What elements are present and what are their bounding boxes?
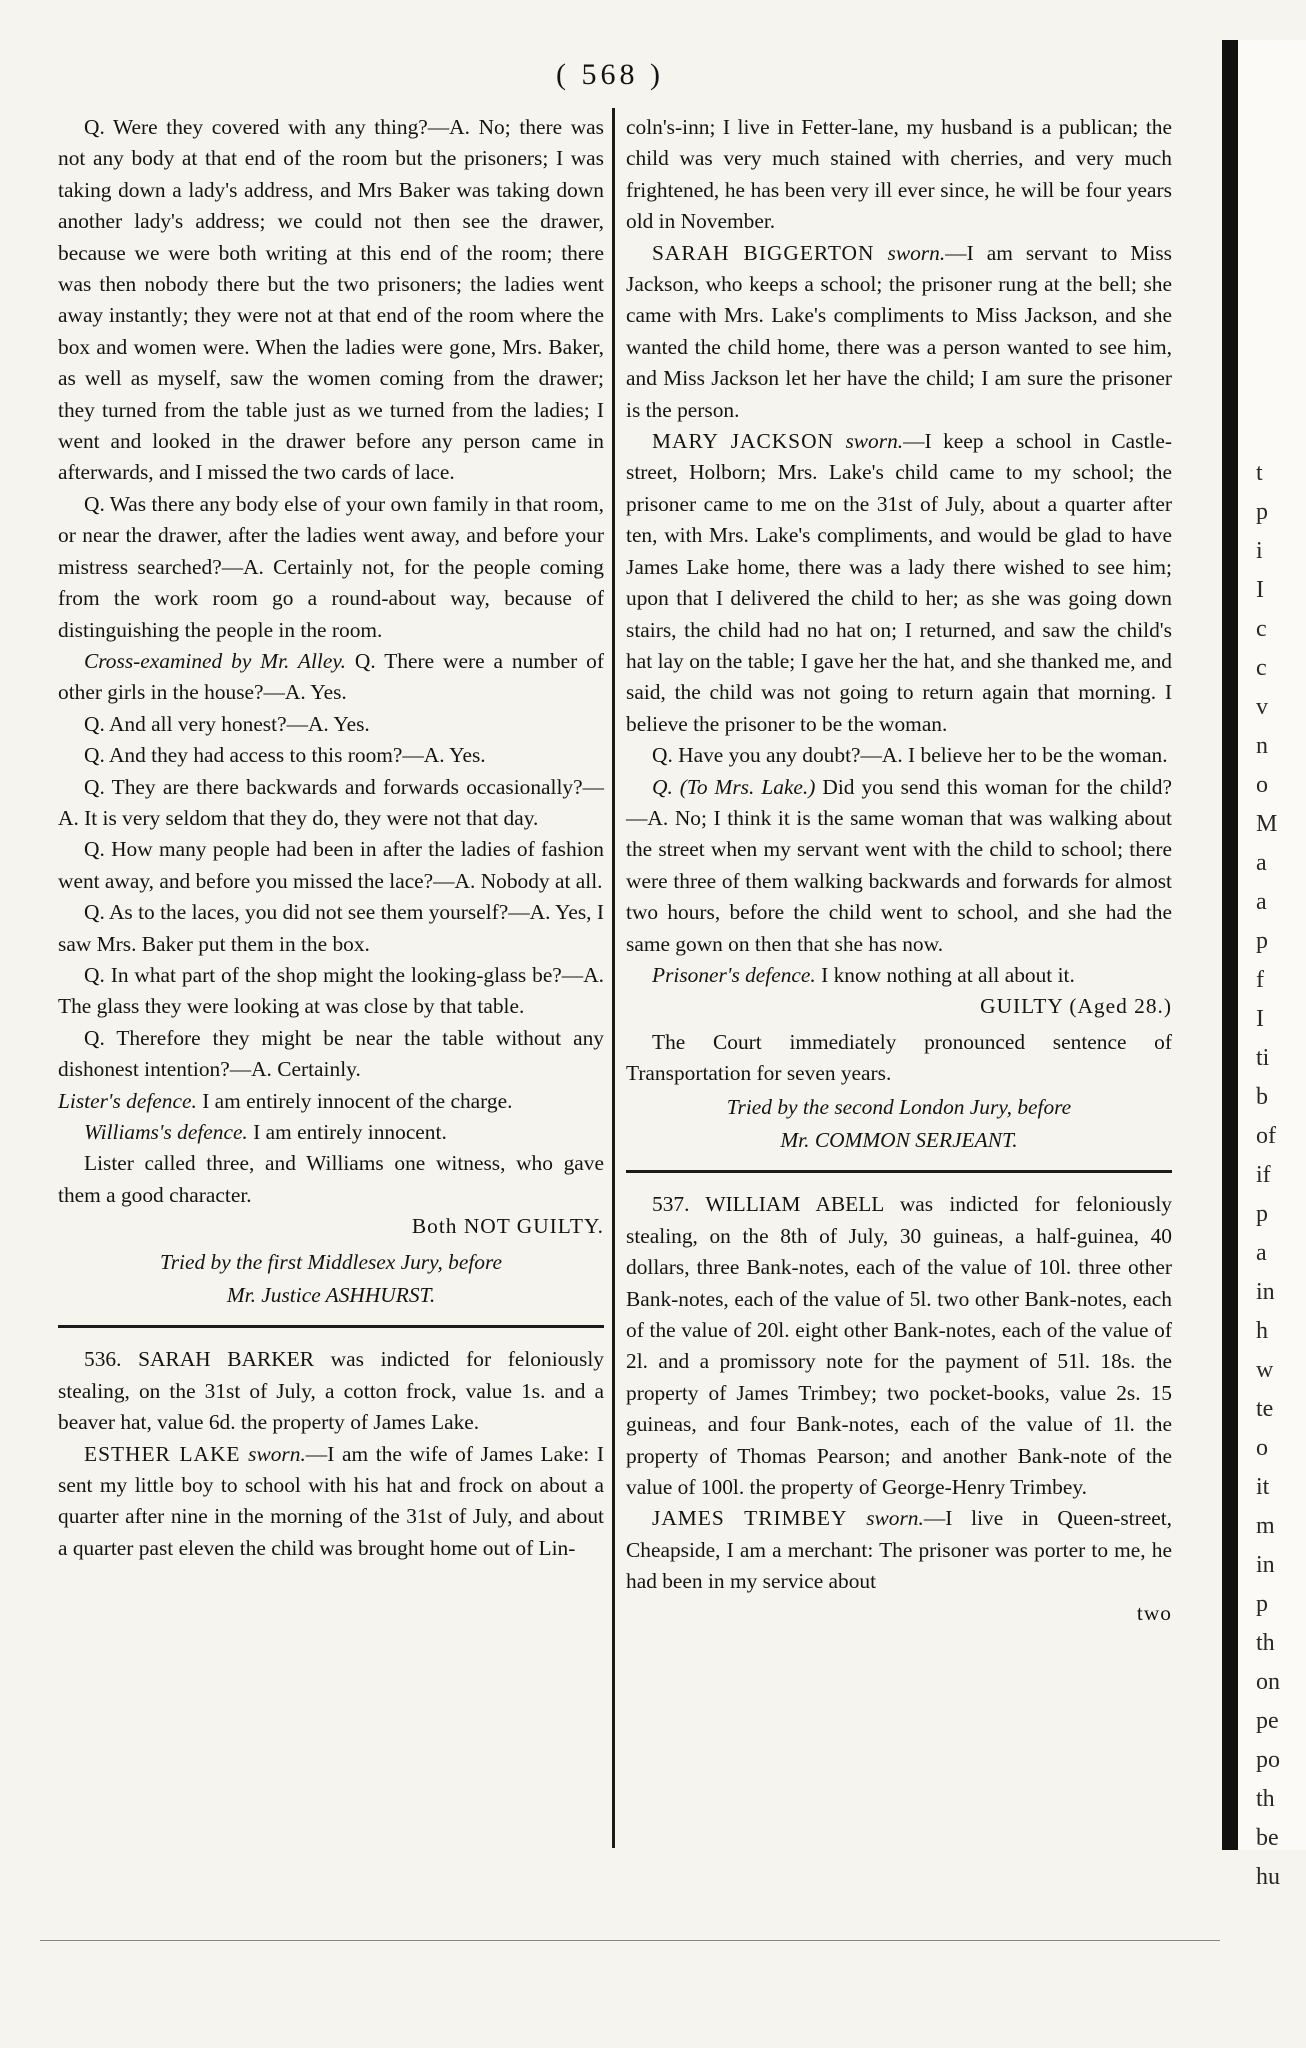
edge-text-fragment: a [1256,1240,1267,1266]
defence-paragraph [58,1086,604,1117]
cross-examination-label: Cross-examined by Mr. Alley. [84,648,346,673]
edge-text-fragment: i [1256,538,1263,564]
witness-text: —I keep a school in Castle-street, Holborn; Mrs. Lake's child came to my school; the prisoner came to me on the 31st of July, about a quarter after ten, with Mrs. Lake's compliments, and would be glad to have James Lake home, there was a lady there wished to see him; upon that I delivered the child to her; as she was going down stairs, the child had no hat on; I returned, and saw the child's hat lay on the table; I gave her the hat, and she thanked me, and said, the child was not going to return again that morning. I believe the prisoner to be the woman. [626,429,1172,736]
testimony-paragraph: Q. They are there backwards and forwards occasionally?—A. It is very seldom that they do, they were not that day. [58,774,604,830]
edge-text-fragment: th [1256,1786,1275,1812]
witness-paragraph [58,1439,604,1565]
testimony-text: Did you send this woman for the child?—A. No; I think it is the same woman that was walking about the street when my servant went with the child to school; there were three of them walking backwards and forwards for almost two hours, before the child went to school, and she had the same gown on then that she has now. [626,774,1172,956]
testimony-paragraph: Q. Have you any doubt?—A. I believe her to be the woman. [652,743,1168,768]
testimony-paragraph: Q. Was there any body else of your own family in that room, or near the drawer, after the ladies went away, and before your mistress searched?—A. Certainly not, for the people coming from the work room go a round-about way, because of distinguishing the people in the room. [58,491,604,642]
sworn-label: sworn. [887,240,946,265]
testimony-paragraph: Q. In what part of the shop might the looking-glass be?—A. The glass they were looking at was close by that table. [58,962,604,1019]
edge-text-fragment: p [1256,1201,1268,1227]
case-separator [626,1170,1172,1173]
column-rule [612,108,615,1848]
judge-line: Mr. Justice ASHHURST. [226,1283,436,1308]
edge-text-fragment: o [1256,772,1268,798]
testimony-paragraph: Q. Therefore they might be near the table without any dishonest intention?—A. Certainly. [58,1025,604,1082]
defence-text: I know nothing at all about it. [821,962,1075,987]
witness-name: ESTHER LAKE [84,1441,241,1466]
testimony-paragraph: Q. And they had access to this room?—A. Yes. [84,743,486,768]
edge-text-fragment: I [1256,1006,1264,1032]
case-heading: 537. WILLIAM ABELL was indicted for feloniously stealing, on the 8th of July, 30 guineas, a half-guinea, 40 dollars, three Bank-notes, each of the value of 10l. three other Bank-notes, each of the value of 5l. two other Bank-notes, each of the value of 20l. eight other Bank-notes, each of the value of 2l. and a promissory note for the payment of 51l. 18s. the property of James Trimbey; two pocket-books, value 2s. 15 guineas, and four Bank-notes, each of the value of 1l. the property of Thomas Pearson; and another Bank-note of the value of 100l. the property of George-Henry Trimbey. [626,1192,1172,1500]
edge-text-fragment: t [1256,460,1263,486]
witness-paragraph [626,238,1172,426]
edge-text-fragment: M [1256,811,1278,837]
edge-text-fragment: n [1256,733,1268,759]
testimony-paragraph: coln's-inn; I live in Fetter-lane, my husband is a publican; the child was very much stained with cherries, and very much frightened, he has been very ill ever since, he will be four years old in November. [626,115,1172,234]
defence-paragraph [58,1117,604,1148]
page-bottom-rule [40,1940,1220,1941]
edge-text-fragment: in [1256,1279,1275,1305]
defence-text: I am entirely innocent. [253,1120,447,1144]
cross-examination-paragraph [58,646,604,709]
sworn-label: sworn. [248,1441,306,1466]
edge-text-fragment: in [1256,1552,1275,1578]
edge-text-fragment: m [1256,1513,1275,1539]
jury-line: Tried by the first Middlesex Jury, before [160,1249,502,1274]
case-separator [58,1325,604,1328]
question-label: Q. (To Mrs. Lake.) [652,774,816,799]
witness-text: —I am servant to Miss Jackson, who keeps a school; the prisoner rung at the bell; she came with Mrs. Lake's compliments to Miss Jackson, and she wanted the child home, there was a person wanted to see him, and Miss Jackson let her have the child; I am sure the prisoner is the person. [626,240,1172,422]
edge-text-fragment: it [1256,1474,1270,1500]
edge-text-fragment: c [1256,655,1267,681]
edge-text-fragment: I [1256,577,1264,603]
defence-label: Williams's defence. [84,1120,248,1144]
edge-text-fragment: te [1256,1396,1274,1422]
witness-name: SARAH BIGGERTON [652,240,875,265]
witness-text: —I am the wife of James Lake: I sent my little boy to school with his hat and frock on about a quarter after nine in the morning of the 31st of July, and about a quarter past eleven the child was brought home out of Lin- [58,1441,604,1560]
edge-text-fragment: be [1256,1825,1279,1851]
sworn-label: sworn. [866,1506,924,1531]
left-column [58,112,604,1564]
edge-text-fragment: th [1256,1630,1275,1656]
jury-line: Tried by the second London Jury, before [726,1094,1072,1119]
defence-label: Prisoner's defence. [652,962,816,987]
edge-text-fragment: h [1256,1318,1268,1344]
edge-text-fragment: hu [1256,1864,1280,1890]
witness-paragraph [626,426,1172,740]
witness-name: JAMES TRIMBEY [652,1506,848,1531]
facing-page-edge [1238,40,1306,1890]
testimony-paragraph: Lister called three, and Williams one witness, who gave them a good character. [58,1151,604,1207]
edge-text-fragment: p [1256,1591,1268,1617]
testimony-paragraph: Q. How many people had been in after the ladies of fashion went away, and before you missed the lace?—A. Nobody at all. [58,837,604,893]
edge-text-fragment: p [1256,928,1268,954]
edge-text-fragment: c [1256,616,1267,642]
case-heading: 536. SARAH BARKER was indicted for feloniously stealing, on the 31st of July, a cotton frock, value 1s. and a beaver hat, value 6d. the property of James Lake. [58,1347,604,1435]
defence-label: Lister's defence. [58,1088,197,1113]
defence-paragraph [626,960,1172,991]
edge-text-fragment: v [1256,694,1268,720]
edge-text-fragment: p [1256,499,1268,525]
right-column [626,112,1172,1633]
edge-text-fragment: of [1256,1123,1276,1149]
edge-text-fragment: o [1256,1435,1268,1461]
witness-text: —I live in Queen-street, Cheapside, I am a merchant: The prisoner was porter to me, he had been in my service about [626,1506,1172,1594]
sentence-paragraph: The Court immediately pronounced sentence of Transportation for seven years. [626,1029,1172,1086]
edge-text-fragment: a [1256,889,1267,915]
book-spine-shadow [1222,40,1238,1850]
testimony-paragraph: Q. And all very honest?—A. Yes. [84,711,370,736]
testimony-paragraph [626,772,1172,960]
edge-text-fragment: on [1256,1669,1280,1695]
edge-text-fragment: if [1256,1162,1271,1188]
edge-text-fragment: ti [1256,1045,1270,1071]
defence-text: I am entirely innocent of the charge. [202,1088,513,1113]
edge-text-fragment: a [1256,850,1267,876]
verdict: Both NOT GUILTY. [411,1214,604,1239]
sworn-label: sworn. [845,429,904,454]
testimony-paragraph: Q. As to the laces, you did not see them yourself?—A. Yes, I saw Mrs. Baker put them in the box. [58,900,604,956]
testimony-paragraph: Q. Were they covered with any thing?—A. No; there was not any body at that end of the room but the prisoners; I was taking down a lady's address, and Mrs Baker was taking down another lady's address; we could not then see the drawer, because we were both writing at this end of the room; there was then nobody there but the two prisoners; the ladies went away instantly; they were not at that end of the room where the box and women were. When the ladies were gone, Mrs. Baker, as well as myself, saw the women coming from the drawer; they turned from the table just as we turned from the ladies; I went and looked in the drawer before any person came in afterwards, and I missed the two cards of lace. [58,115,604,485]
witness-name: MARY JACKSON [652,429,834,454]
edge-text-fragment: f [1256,967,1264,993]
witness-paragraph [626,1503,1172,1597]
page-number: ( 568 ) [556,58,664,91]
judge-line: Mr. COMMON SERJEANT. [780,1128,1018,1152]
edge-text-fragment: po [1256,1747,1280,1773]
edge-text-fragment: b [1256,1084,1268,1110]
edge-text-fragment: pe [1256,1708,1279,1734]
edge-text-fragment: w [1256,1357,1274,1383]
testimony-text: Q. There were a number of other girls in the house?—A. Yes. [58,648,604,705]
verdict: GUILTY (Aged 28.) [980,994,1172,1019]
catchword: two [1136,1600,1172,1625]
